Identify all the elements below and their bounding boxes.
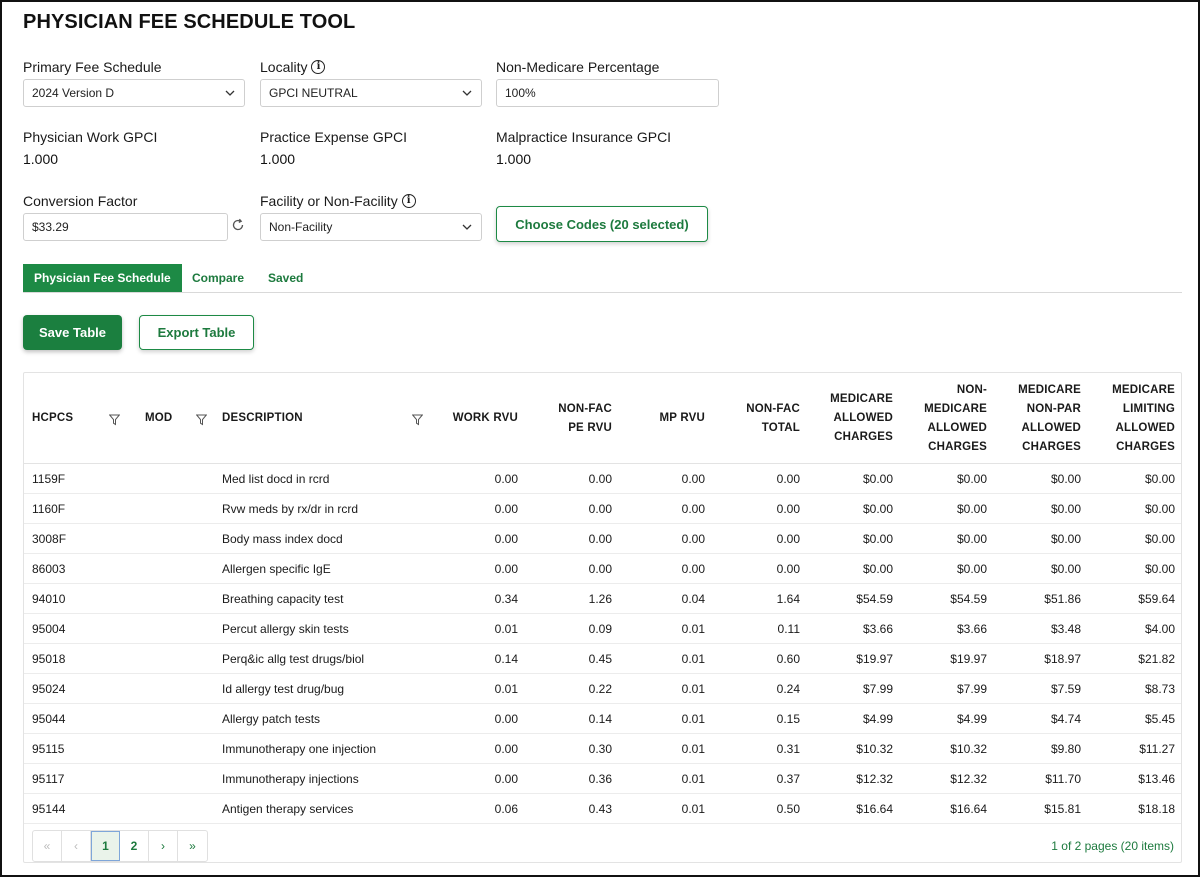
malpractice-gpci-value: 1.000 [496,151,532,167]
filter-icon[interactable] [196,414,207,426]
table-row[interactable] [24,734,1181,764]
facility-select[interactable] [260,213,482,241]
cell-limiting: $4.00 [1144,622,1175,636]
table-row[interactable] [24,764,1181,794]
cell-total: 1.64 [776,592,800,606]
cell-pe-rvu: 0.00 [588,472,612,486]
cell-description: Rvw meds by rx/dr in rcrd [222,502,359,516]
cell-total: 0.37 [776,772,800,786]
cell-work-rvu: 0.00 [494,532,518,546]
cell-total: 0.00 [776,502,800,516]
cell-medicare: $0.00 [862,562,893,576]
cell-pe-rvu: 0.09 [588,622,612,636]
locality-label [260,59,325,75]
cell-hcpcs: 3008F [32,532,67,546]
locality-label-text: Locality [260,59,308,75]
column-header-label: MEDICARE LIMITING ALLOWED CHARGES [1112,383,1175,453]
cell-hcpcs: 95117 [32,772,65,786]
cell-mod [145,794,215,824]
non-medicare-percentage-label [496,59,659,75]
cell-non-par: $0.00 [1050,502,1081,516]
cell-description: Antigen therapy services [222,802,354,816]
cell-mp-rvu: 0.01 [681,772,705,786]
cell-pe-rvu: 0.45 [588,652,612,666]
cell-hcpcs: 86003 [32,562,66,576]
page-1-button[interactable]: 1 [91,831,120,861]
practice-expense-gpci-label-text: Practice Expense GPCI [260,129,408,145]
cell-mp-rvu: 0.01 [681,652,705,666]
cell-work-rvu: 0.01 [494,622,518,636]
column-header-label: DESCRIPTION [222,412,303,424]
table-row[interactable] [24,584,1181,614]
cell-non-par: $3.48 [1050,622,1081,636]
cell-medicare: $10.32 [856,742,893,756]
cell-limiting: $0.00 [1144,562,1175,576]
cell-mp-rvu: 0.01 [681,712,705,726]
practice-expense-gpci-value: 1.000 [260,151,296,167]
cell-limiting: $59.64 [1138,592,1175,606]
info-icon[interactable]: i [402,194,416,208]
column-header-label: NON-FAC TOTAL [746,402,800,434]
cell-description: Body mass index docd [222,532,343,546]
cell-mod [145,764,215,794]
cell-limiting: $0.00 [1144,472,1175,486]
last-page-button[interactable]: » [189,839,196,853]
prev-page-button[interactable]: ‹ [62,831,91,861]
cell-limiting: $13.46 [1138,772,1175,786]
column-header-medicare[interactable] [804,373,893,464]
filter-icon[interactable] [412,414,423,426]
cell-mp-rvu: 0.01 [681,742,705,756]
cell-total: 0.24 [776,682,800,696]
cell-total: 0.00 [776,562,800,576]
cell-hcpcs: 95004 [32,622,66,636]
cell-mod [145,554,215,584]
filter-icon[interactable] [109,414,120,426]
cell-limiting: $8.73 [1144,682,1175,696]
conversion-factor-label [23,193,137,209]
column-header-label: NON-FAC PE RVU [558,402,612,434]
cell-non-par: $4.74 [1050,712,1081,726]
tab-saved[interactable]: Saved [268,271,304,285]
column-header-label: MOD [145,412,173,424]
cell-non-medicare: $16.64 [950,802,987,816]
cell-hcpcs: 95144 [32,802,66,816]
column-header-work-rvu[interactable] [429,373,518,464]
chevron-down-icon [225,88,235,98]
cell-medicare: $7.99 [862,682,893,696]
locality-select[interactable] [260,79,482,107]
cell-medicare: $54.59 [856,592,893,606]
cell-total: 0.00 [776,472,800,486]
non-medicare-percentage-label-text: Non-Medicare Percentage [496,59,660,75]
column-header-limiting[interactable] [1084,373,1175,464]
cell-mod [145,494,215,524]
cell-non-medicare: $12.32 [950,772,987,786]
cell-non-medicare: $10.32 [950,742,987,756]
cell-limiting: $0.00 [1144,532,1175,546]
table-row[interactable] [24,644,1181,674]
export-table-button[interactable]: Export Table [139,315,254,350]
cell-description: Breathing capacity test [222,592,344,606]
cell-work-rvu: 0.01 [494,682,518,696]
cell-pe-rvu: 0.00 [588,502,612,516]
cell-medicare: $0.00 [862,532,893,546]
cell-total: 0.60 [776,652,800,666]
chevron-down-icon [462,222,472,232]
facility-label-text: Facility or Non-Facility [260,193,398,209]
cell-medicare: $3.66 [862,622,893,636]
cell-work-rvu: 0.14 [494,652,518,666]
cell-work-rvu: 0.00 [494,562,518,576]
cell-pe-rvu: 0.00 [588,532,612,546]
cell-total: 0.50 [776,802,800,816]
cell-non-par: $11.70 [1045,772,1081,786]
cell-non-medicare: $0.00 [956,532,987,546]
cell-mp-rvu: 0.00 [681,532,705,546]
cell-medicare: $12.32 [856,772,893,786]
physician-work-gpci-value: 1.000 [23,151,59,167]
cell-pe-rvu: 0.22 [588,682,612,696]
cell-mp-rvu: 0.00 [681,502,705,516]
cell-mod [145,464,215,494]
cell-total: 0.31 [776,742,800,756]
cell-description: Id allergy test drug/bug [222,682,345,696]
table-row[interactable] [24,704,1181,734]
cell-pe-rvu: 0.43 [588,802,612,816]
cell-description: Med list docd in rcrd [222,472,330,486]
save-table-button[interactable]: Save Table [23,315,122,350]
cell-non-par: $9.80 [1050,742,1081,756]
cell-non-medicare: $0.00 [956,502,987,516]
page-title: PHYSICIAN FEE SCHEDULE TOOL [23,11,356,33]
cell-description: Allergy patch tests [222,712,321,726]
primary-fee-schedule-label-text: Primary Fee Schedule [23,59,162,75]
cell-limiting: $18.18 [1138,802,1175,816]
conversion-factor-value: $33.29 [32,220,69,234]
cell-description: Immunotherapy one injection [222,742,377,756]
cell-hcpcs: 95115 [32,742,65,756]
cell-medicare: $0.00 [862,502,893,516]
cell-hcpcs: 1160F [32,502,66,516]
page-2-button[interactable]: 2 [120,831,149,861]
column-header-total[interactable] [714,373,800,464]
cell-non-medicare: $4.99 [956,712,987,726]
malpractice-gpci-label-text: Malpractice Insurance GPCI [496,129,672,145]
cell-mp-rvu: 0.01 [681,802,705,816]
cell-limiting: $21.82 [1138,652,1175,666]
table-row[interactable] [24,524,1181,554]
cell-pe-rvu: 1.26 [588,592,612,606]
cell-total: 0.15 [776,712,800,726]
column-header-mp-rvu[interactable] [614,373,705,464]
table-row[interactable] [24,614,1181,644]
cell-hcpcs: 94010 [32,592,66,606]
info-icon[interactable]: i [311,60,325,74]
cell-mp-rvu: 0.01 [681,682,705,696]
cell-pe-rvu: 0.00 [588,562,612,576]
cell-medicare: $19.97 [856,652,893,666]
column-header-non-par[interactable] [989,373,1081,464]
cell-mp-rvu: 0.04 [681,592,705,606]
primary-fee-schedule-value: 2024 Version D [32,86,115,100]
cell-mod [145,674,215,704]
cell-mp-rvu: 0.01 [681,622,705,636]
tab-compare[interactable]: Compare [192,271,245,285]
cell-non-par: $0.00 [1050,562,1081,576]
table-row[interactable] [24,674,1181,704]
column-header-pe-rvu[interactable] [524,373,612,464]
cell-limiting: $5.45 [1144,712,1175,726]
cell-non-par: $0.00 [1050,472,1081,486]
cell-mod [145,704,215,734]
table-row[interactable] [24,464,1181,494]
column-header-label: MEDICARE ALLOWED CHARGES [830,393,893,443]
cell-non-par: $18.97 [1044,652,1081,666]
non-medicare-percentage-input[interactable] [496,79,719,107]
cell-non-medicare: $3.66 [956,622,987,636]
cell-work-rvu: 0.00 [494,772,518,786]
column-header-label: WORK RVU [452,412,518,424]
cell-non-medicare: $7.99 [956,682,987,696]
column-header-label: MEDICARE NON-PAR ALLOWED CHARGES [1018,383,1081,453]
table-row[interactable] [24,794,1181,824]
cell-non-par: $0.00 [1050,532,1081,546]
choose-codes-button[interactable]: Choose Codes (20 selected) [496,206,708,242]
cell-mod [145,644,215,674]
table-header [24,373,1181,464]
cell-work-rvu: 0.00 [494,502,518,516]
cell-description: Immunotherapy injections [222,772,359,786]
cell-mod [145,734,215,764]
fee-schedule-table [23,372,1182,863]
cell-medicare: $0.00 [862,472,893,486]
cell-non-par: $7.59 [1050,682,1081,696]
malpractice-gpci-label [496,129,671,145]
cell-non-medicare: $54.59 [950,592,987,606]
cell-total: 0.00 [776,532,800,546]
cell-medicare: $16.64 [856,802,893,816]
column-header-non-medicare[interactable] [894,373,987,464]
cell-non-par: $15.81 [1044,802,1081,816]
cell-mod [145,614,215,644]
cell-work-rvu: 0.00 [494,472,518,486]
facility-label [260,193,416,209]
column-header-label: MP RVU [659,412,705,424]
table-row[interactable] [24,494,1181,524]
physician-work-gpci-label-text: Physician Work GPCI [23,129,158,145]
column-header-label: NON- MEDICARE ALLOWED CHARGES [924,383,987,453]
cell-work-rvu: 0.00 [494,742,518,756]
table-row[interactable] [24,554,1181,584]
locality-value: GPCI NEUTRAL [269,86,358,100]
next-page-button[interactable]: › [149,831,178,861]
tab-bar [23,264,1182,293]
refresh-icon[interactable] [231,218,245,232]
pagination [32,830,208,862]
cell-pe-rvu: 0.36 [588,772,612,786]
cell-mp-rvu: 0.00 [681,562,705,576]
cell-non-medicare: $19.97 [950,652,987,666]
conversion-factor-label-text: Conversion Factor [23,193,138,209]
cell-hcpcs: 95024 [32,682,66,696]
cell-pe-rvu: 0.14 [588,712,612,726]
cell-mod [145,524,215,554]
cell-pe-rvu: 0.30 [588,742,612,756]
cell-work-rvu: 0.34 [494,592,518,606]
cell-mp-rvu: 0.00 [681,472,705,486]
cell-hcpcs: 95044 [32,712,66,726]
cell-medicare: $4.99 [862,712,893,726]
non-medicare-percentage-value: 100% [505,86,536,100]
cell-mod [145,584,215,614]
practice-expense-gpci-label [260,129,407,145]
cell-hcpcs: 95018 [32,652,66,666]
cell-description: Perq&ic allg test drugs/biol [222,652,365,666]
cell-non-medicare: $0.00 [956,562,987,576]
cell-work-rvu: 0.00 [494,712,518,726]
cell-work-rvu: 0.06 [494,802,518,816]
first-page-button[interactable]: « [33,831,62,861]
cell-description: Percut allergy skin tests [222,622,349,636]
tab-physician-fee-schedule[interactable]: Physician Fee Schedule [23,264,182,292]
facility-value: Non-Facility [269,220,333,234]
cell-limiting: $11.27 [1139,742,1175,756]
cell-description: Allergen specific IgE [222,562,331,576]
physician-work-gpci-label [23,129,157,145]
pagination-info: 1 of 2 pages (20 items) [1051,839,1174,853]
cell-hcpcs: 1159F [32,472,66,486]
column-header-description[interactable] [222,373,432,464]
conversion-factor-input[interactable] [23,213,228,241]
primary-fee-schedule-select[interactable] [23,79,245,107]
chevron-down-icon [462,88,472,98]
cell-non-par: $51.86 [1044,592,1081,606]
cell-non-medicare: $0.00 [956,472,987,486]
primary-fee-schedule-label [23,59,162,75]
cell-limiting: $0.00 [1144,502,1175,516]
column-header-label: HCPCS [32,412,74,424]
cell-total: 0.11 [777,622,800,636]
